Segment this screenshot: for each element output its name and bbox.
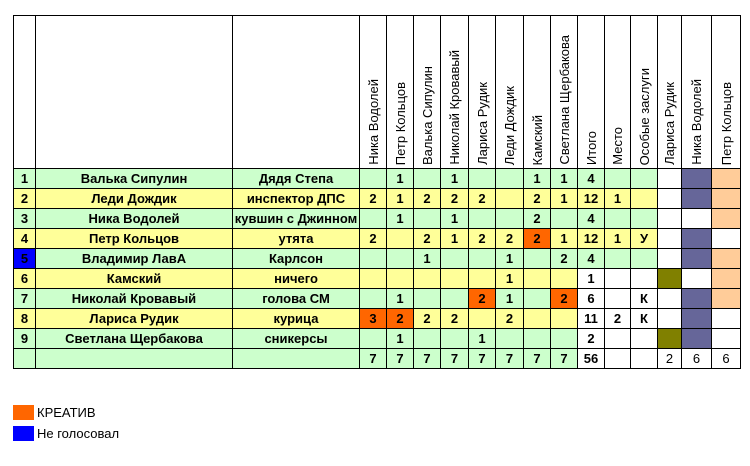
vote-cell: 1 xyxy=(496,269,524,289)
extra-cell xyxy=(658,209,682,229)
extra-cell xyxy=(712,269,741,289)
vote-cell xyxy=(496,209,524,229)
column-header: Лариса Рудик xyxy=(658,16,682,169)
vote-cell xyxy=(551,269,578,289)
vote-cell xyxy=(387,249,414,269)
extra-cell xyxy=(658,249,682,269)
column-header: Леди Дождик xyxy=(496,16,524,169)
vote-cell xyxy=(360,169,387,189)
merit-cell: К xyxy=(631,289,658,309)
vote-cell: 1 xyxy=(441,229,469,249)
participant-gift: инспектор ДПС xyxy=(233,189,360,209)
merit-cell: К xyxy=(631,309,658,329)
row-number: 8 xyxy=(14,309,36,329)
participant-gift: курица xyxy=(233,309,360,329)
vote-cell xyxy=(469,249,496,269)
participant-gift: Карлсон xyxy=(233,249,360,269)
vote-cell: 2 xyxy=(469,189,496,209)
total-cell: 6 xyxy=(578,289,605,309)
vote-cell xyxy=(414,209,441,229)
column-header: Ника Водолей xyxy=(682,16,712,169)
participant-name: Леди Дождик xyxy=(36,189,233,209)
merit-cell xyxy=(631,169,658,189)
place-cell xyxy=(605,269,631,289)
row-number: 4 xyxy=(14,229,36,249)
participant-name: Владимир ЛавА xyxy=(36,249,233,269)
column-total: 7 xyxy=(360,349,387,369)
extra-cell xyxy=(712,289,741,309)
extra-cell xyxy=(658,229,682,249)
place-cell xyxy=(605,329,631,349)
row-number: 6 xyxy=(14,269,36,289)
vote-cell xyxy=(387,269,414,289)
vote-cell xyxy=(469,269,496,289)
extra-cell xyxy=(658,269,682,289)
vote-cell xyxy=(469,209,496,229)
total-cell: 12 xyxy=(578,189,605,209)
table-row xyxy=(14,189,741,209)
extra-cell xyxy=(682,269,712,289)
column-header: Светлана Щербакова xyxy=(551,16,578,169)
vote-cell xyxy=(360,269,387,289)
participant-name: Камский xyxy=(36,269,233,289)
vote-cell xyxy=(551,309,578,329)
legend-not-voted xyxy=(13,426,119,441)
vote-cell: 1 xyxy=(387,209,414,229)
participant-gift: ничего xyxy=(233,269,360,289)
vote-cell xyxy=(441,329,469,349)
vote-cell: 2 xyxy=(360,229,387,249)
place-cell xyxy=(605,209,631,229)
column-header-place: Место xyxy=(605,16,631,169)
extra-cell xyxy=(658,189,682,209)
place-cell: 2 xyxy=(605,309,631,329)
extra-cell xyxy=(682,289,712,309)
column-total: 7 xyxy=(441,349,469,369)
vote-cell xyxy=(360,329,387,349)
extra-cell xyxy=(682,249,712,269)
extra-total: 6 xyxy=(712,349,741,369)
merit-cell xyxy=(631,249,658,269)
table-row xyxy=(14,169,741,189)
vote-cell: 1 xyxy=(496,289,524,309)
place-cell: 1 xyxy=(605,229,631,249)
vote-cell: 2 xyxy=(441,309,469,329)
extra-cell xyxy=(682,169,712,189)
extra-cell xyxy=(682,229,712,249)
place-cell xyxy=(605,169,631,189)
extra-cell xyxy=(712,249,741,269)
vote-cell xyxy=(360,289,387,309)
vote-cell xyxy=(387,229,414,249)
extra-cell xyxy=(712,329,741,349)
table-row xyxy=(14,309,741,329)
total-cell: 12 xyxy=(578,229,605,249)
vote-cell: 1 xyxy=(524,169,551,189)
total-cell: 4 xyxy=(578,209,605,229)
extra-total: 6 xyxy=(682,349,712,369)
vote-cell xyxy=(414,289,441,309)
voting-table xyxy=(13,15,741,369)
participant-name: Ника Водолей xyxy=(36,209,233,229)
totals-blank xyxy=(14,349,36,369)
table-row xyxy=(14,269,741,289)
participant-name: Лариса Рудик xyxy=(36,309,233,329)
header-row xyxy=(14,16,741,169)
extra-cell xyxy=(658,169,682,189)
vote-cell xyxy=(469,169,496,189)
place-cell xyxy=(605,249,631,269)
vote-cell: 2 xyxy=(414,189,441,209)
totals-merit xyxy=(631,349,658,369)
column-header: Камский xyxy=(524,16,551,169)
vote-cell xyxy=(414,269,441,289)
totals-row xyxy=(14,349,741,369)
vote-cell xyxy=(414,329,441,349)
column-header-total: Итого xyxy=(578,16,605,169)
row-number: 1 xyxy=(14,169,36,189)
vote-cell xyxy=(496,189,524,209)
column-header: Валька Сипулин xyxy=(414,16,441,169)
vote-cell xyxy=(496,329,524,349)
total-cell: 11 xyxy=(578,309,605,329)
vote-cell: 2 xyxy=(360,189,387,209)
not-voted-swatch xyxy=(13,426,34,441)
header-blank xyxy=(14,16,36,169)
participant-name: Николай Кровавый xyxy=(36,289,233,309)
vote-cell: 1 xyxy=(441,209,469,229)
column-total: 7 xyxy=(524,349,551,369)
vote-cell xyxy=(441,249,469,269)
row-number: 2 xyxy=(14,189,36,209)
table-row xyxy=(14,229,741,249)
column-total: 7 xyxy=(551,349,578,369)
vote-cell: 2 xyxy=(414,229,441,249)
vote-cell-creative: 2 xyxy=(469,289,496,309)
vote-cell xyxy=(524,249,551,269)
extra-cell xyxy=(658,309,682,329)
participant-gift: Дядя Степа xyxy=(233,169,360,189)
vote-cell: 2 xyxy=(496,229,524,249)
merit-cell xyxy=(631,209,658,229)
total-cell: 4 xyxy=(578,169,605,189)
vote-cell: 1 xyxy=(387,289,414,309)
table-row xyxy=(14,289,741,309)
vote-cell: 1 xyxy=(414,249,441,269)
extra-total: 2 xyxy=(658,349,682,369)
vote-cell xyxy=(469,309,496,329)
row-number: 3 xyxy=(14,209,36,229)
participant-name: Петр Кольцов xyxy=(36,229,233,249)
grand-total: 56 xyxy=(578,349,605,369)
vote-cell: 2 xyxy=(551,249,578,269)
merit-cell xyxy=(631,329,658,349)
row-number: 9 xyxy=(14,329,36,349)
extra-cell xyxy=(658,329,682,349)
participant-gift: голова СМ xyxy=(233,289,360,309)
vote-cell: 1 xyxy=(387,329,414,349)
vote-cell xyxy=(551,329,578,349)
row-number: 7 xyxy=(14,289,36,309)
extra-cell xyxy=(682,309,712,329)
creative-swatch xyxy=(13,405,34,420)
totals-blank xyxy=(36,349,233,369)
vote-cell: 1 xyxy=(469,329,496,349)
merit-cell xyxy=(631,189,658,209)
participant-gift: кувшин с Джинном xyxy=(233,209,360,229)
vote-cell: 2 xyxy=(496,309,524,329)
vote-cell-creative: 2 xyxy=(524,229,551,249)
column-header-merit: Особые заслуги xyxy=(631,16,658,169)
column-header: Николай Кровавый xyxy=(441,16,469,169)
extra-cell xyxy=(712,309,741,329)
column-header: Петр Кольцов xyxy=(387,16,414,169)
header-blank xyxy=(233,16,360,169)
column-header: Петр Кольцов xyxy=(712,16,741,169)
participant-gift: сникерсы xyxy=(233,329,360,349)
column-total: 7 xyxy=(469,349,496,369)
vote-cell xyxy=(414,169,441,189)
table-row xyxy=(14,209,741,229)
vote-cell: 1 xyxy=(551,169,578,189)
table-row xyxy=(14,329,741,349)
vote-cell xyxy=(360,209,387,229)
vote-cell: 1 xyxy=(387,189,414,209)
extra-cell xyxy=(658,289,682,309)
legend-label: КРЕАТИВ xyxy=(37,405,96,420)
total-cell: 4 xyxy=(578,249,605,269)
table-row xyxy=(14,249,741,269)
vote-cell xyxy=(441,269,469,289)
vote-cell xyxy=(524,289,551,309)
merit-cell xyxy=(631,269,658,289)
vote-cell xyxy=(496,169,524,189)
place-cell xyxy=(605,289,631,309)
participant-gift: утята xyxy=(233,229,360,249)
participant-name: Светлана Щербакова xyxy=(36,329,233,349)
vote-cell: 1 xyxy=(551,229,578,249)
vote-cell: 2 xyxy=(469,229,496,249)
column-header: Ника Водолей xyxy=(360,16,387,169)
vote-cell: 1 xyxy=(441,169,469,189)
vote-cell: 2 xyxy=(524,189,551,209)
header-blank xyxy=(36,16,233,169)
vote-cell xyxy=(360,249,387,269)
column-header: Лариса Рудик xyxy=(469,16,496,169)
extra-cell xyxy=(682,329,712,349)
extra-cell xyxy=(712,209,741,229)
total-cell: 2 xyxy=(578,329,605,349)
vote-cell-creative: 3 xyxy=(360,309,387,329)
vote-cell: 1 xyxy=(496,249,524,269)
vote-cell xyxy=(551,209,578,229)
place-cell: 1 xyxy=(605,189,631,209)
vote-cell-creative: 2 xyxy=(551,289,578,309)
vote-cell: 1 xyxy=(387,169,414,189)
row-number-not-voted: 5 xyxy=(14,249,36,269)
legend-creative xyxy=(13,405,96,420)
merit-cell: У xyxy=(631,229,658,249)
legend-label: Не голосовал xyxy=(37,426,120,441)
vote-cell: 1 xyxy=(551,189,578,209)
vote-cell-creative: 2 xyxy=(387,309,414,329)
column-total: 7 xyxy=(387,349,414,369)
extra-cell xyxy=(712,189,741,209)
column-total: 7 xyxy=(496,349,524,369)
extra-cell xyxy=(712,229,741,249)
totals-blank xyxy=(233,349,360,369)
total-cell: 1 xyxy=(578,269,605,289)
extra-cell xyxy=(712,169,741,189)
vote-cell: 2 xyxy=(441,189,469,209)
column-total: 7 xyxy=(414,349,441,369)
vote-cell xyxy=(524,309,551,329)
totals-place xyxy=(605,349,631,369)
extra-cell xyxy=(682,209,712,229)
vote-cell: 2 xyxy=(414,309,441,329)
vote-cell xyxy=(524,269,551,289)
vote-cell xyxy=(441,289,469,309)
vote-cell xyxy=(524,329,551,349)
extra-cell xyxy=(682,189,712,209)
participant-name: Валька Сипулин xyxy=(36,169,233,189)
vote-cell: 2 xyxy=(524,209,551,229)
